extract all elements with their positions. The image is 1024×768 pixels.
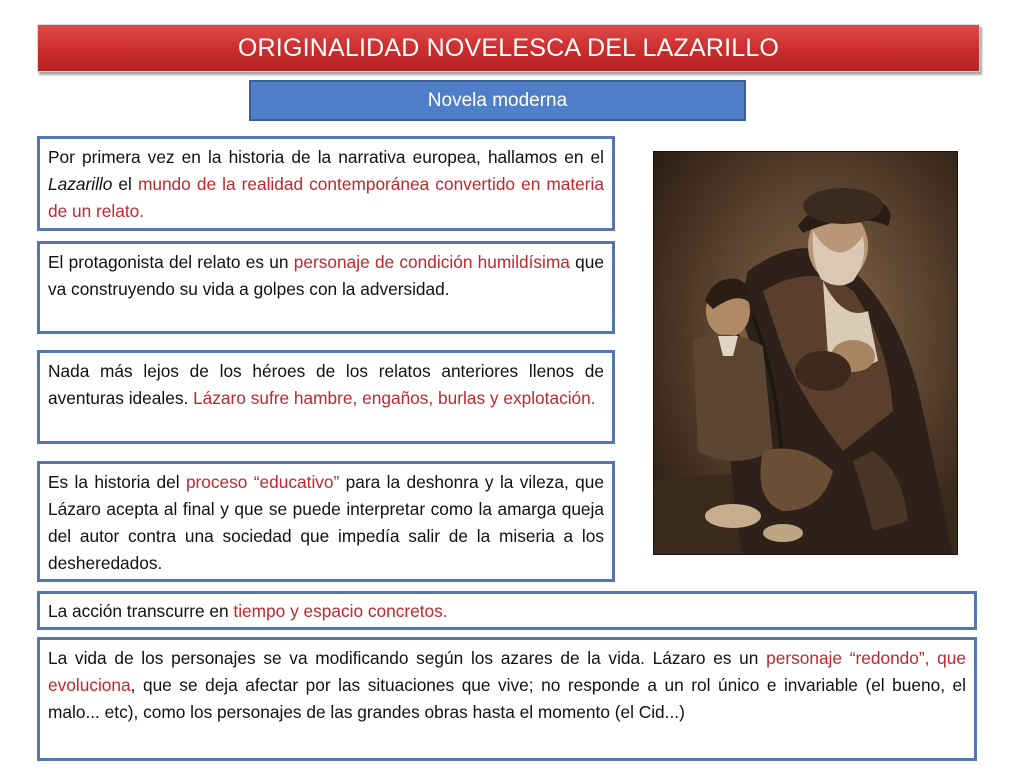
page-title: ORIGINALIDAD NOVELESCA DEL LAZARILLO [237,33,780,62]
section-subtitle: Novela moderna [427,89,568,111]
subtitle-banner [249,80,746,121]
painting-illustration [653,151,958,555]
text-box-3: Nada más lejos de los héroes de los relatos anteriores llenos de aventuras ideales. Lázaro sufre hambre, engaños, burlas y explotación. [37,350,615,444]
text-box-4: Es la historia del proceso “educativo” para la deshonra y la vileza, que Lázaro acepta al final y que se puede interpretar como la amarga queja del autor contra una sociedad que impedía salir de la miseria a los desheredados. [37,461,615,582]
text-box-2: El protagonista del relato es un personaje de condición humildísima que va construyendo su vida a golpes con la adversidad. [37,241,615,334]
painting-image [653,151,958,555]
title-banner [37,24,980,72]
text-box-5: La acción transcurre en tiempo y espacio concretos. [37,591,977,630]
text-box-6: La vida de los personajes se va modificando según los azares de la vida. Lázaro es un personaje “redondo”, que evoluciona, que se deja afectar por las situaciones que vive; no responde a un rol único e invariable (el bueno, el malo... etc), como los personajes de las grandes obras hasta el momento (el Cid...) [37,637,977,761]
text-box-1: Por primera vez en la historia de la narrativa europea, hallamos en el Lazarillo el mundo de la realidad contemporánea convertido en materia de un relato. [37,136,615,231]
